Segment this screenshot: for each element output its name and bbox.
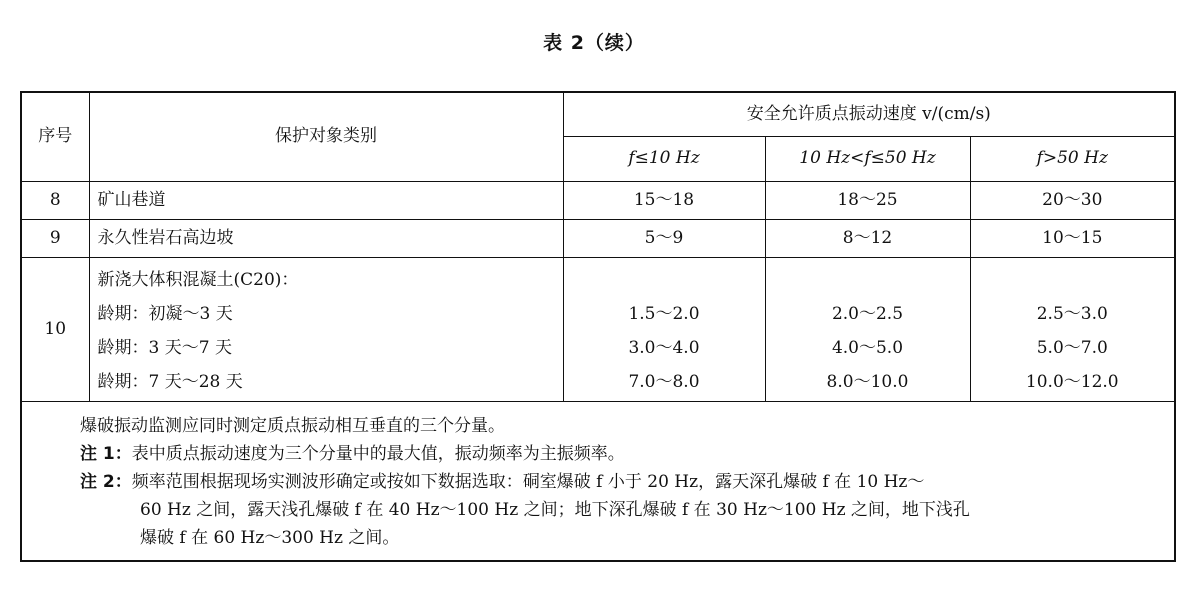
value-line: 2.0～2.5	[831, 304, 904, 324]
value-line: 5.0～7.0	[1036, 338, 1108, 358]
header-freq-mid: 10 Hz<f≤50 Hz	[765, 136, 970, 181]
note-2	[80, 468, 1162, 496]
row-value: 20～30	[970, 181, 1175, 219]
header-freq-high: f>50 Hz	[970, 136, 1175, 181]
value-line: 8.0～10.0	[826, 372, 909, 392]
note-1	[80, 440, 1162, 468]
value-line: 4.0～5.0	[831, 338, 904, 358]
category-line: 新浇大体积混凝土(C20)：	[97, 270, 299, 290]
notes-row	[21, 401, 1175, 561]
value-line: 3.0～4.0	[628, 338, 700, 358]
note-2-line-1: 频率范围根据现场实测波形确定或按如下数据选取：硐室爆破 f 小于 20 Hz，露天深孔爆破 f 在 10 Hz～	[131, 471, 925, 492]
table-row	[21, 257, 1175, 401]
category-line: 龄期：初凝～3 天	[97, 304, 233, 324]
header-seq: 序号	[21, 92, 89, 181]
row-value: 15～18	[563, 181, 765, 219]
category-line: 龄期：3 天～7 天	[97, 338, 232, 358]
row-value	[563, 257, 765, 401]
header-velocity-group: 安全允许质点振动速度 v/(cm/s)	[563, 92, 1175, 136]
value-lines	[766, 259, 970, 399]
row-value	[765, 257, 970, 401]
header-category: 保护对象类别	[89, 92, 563, 181]
note-1-text: 表中质点振动速度为三个分量中的最大值，振动频率为主振频率。	[131, 443, 625, 464]
row-value: 8～12	[765, 219, 970, 257]
row-value: 10～15	[970, 219, 1175, 257]
category-lines	[98, 259, 563, 399]
note-2-label: 注 2：	[80, 471, 132, 492]
table-row	[21, 219, 1175, 257]
value-line: 7.0～8.0	[628, 372, 700, 392]
value-lines	[564, 259, 765, 399]
value-line: 10.0～12.0	[1025, 372, 1119, 392]
row-seq: 9	[21, 219, 89, 257]
vibration-safety-table	[20, 91, 1176, 562]
note-2-line-2: 60 Hz 之间，露天浅孔爆破 f 在 40 Hz～100 Hz 之间；地下深孔爆破 f 在 30 Hz～100 Hz 之间，地下浅孔	[140, 499, 970, 520]
row-value	[970, 257, 1175, 401]
value-line: 2.5～3.0	[1036, 304, 1108, 324]
row-category: 永久性岩石高边坡	[89, 219, 563, 257]
row-value: 18～25	[765, 181, 970, 219]
header-freq-low: f≤10 Hz	[563, 136, 765, 181]
category-line: 龄期：7 天～28 天	[97, 372, 243, 392]
header-row-1	[21, 92, 1175, 136]
table-row	[21, 181, 1175, 219]
value-line: 1.5～2.0	[628, 304, 700, 324]
value-lines	[971, 259, 1175, 399]
note-2-line-3: 爆破 f 在 60 Hz～300 Hz 之间。	[140, 527, 400, 548]
row-category: 矿山巷道	[89, 181, 563, 219]
note-1-label: 注 1：	[80, 443, 132, 464]
row-value: 5～9	[563, 219, 765, 257]
table-title: 表 2（续）	[543, 32, 645, 54]
row-seq: 10	[21, 257, 89, 401]
notes-cell	[21, 401, 1175, 561]
row-category	[89, 257, 563, 401]
note-intro: 爆破振动监测应同时测定质点振动相互垂直的三个分量。	[80, 415, 505, 436]
row-seq: 8	[21, 181, 89, 219]
